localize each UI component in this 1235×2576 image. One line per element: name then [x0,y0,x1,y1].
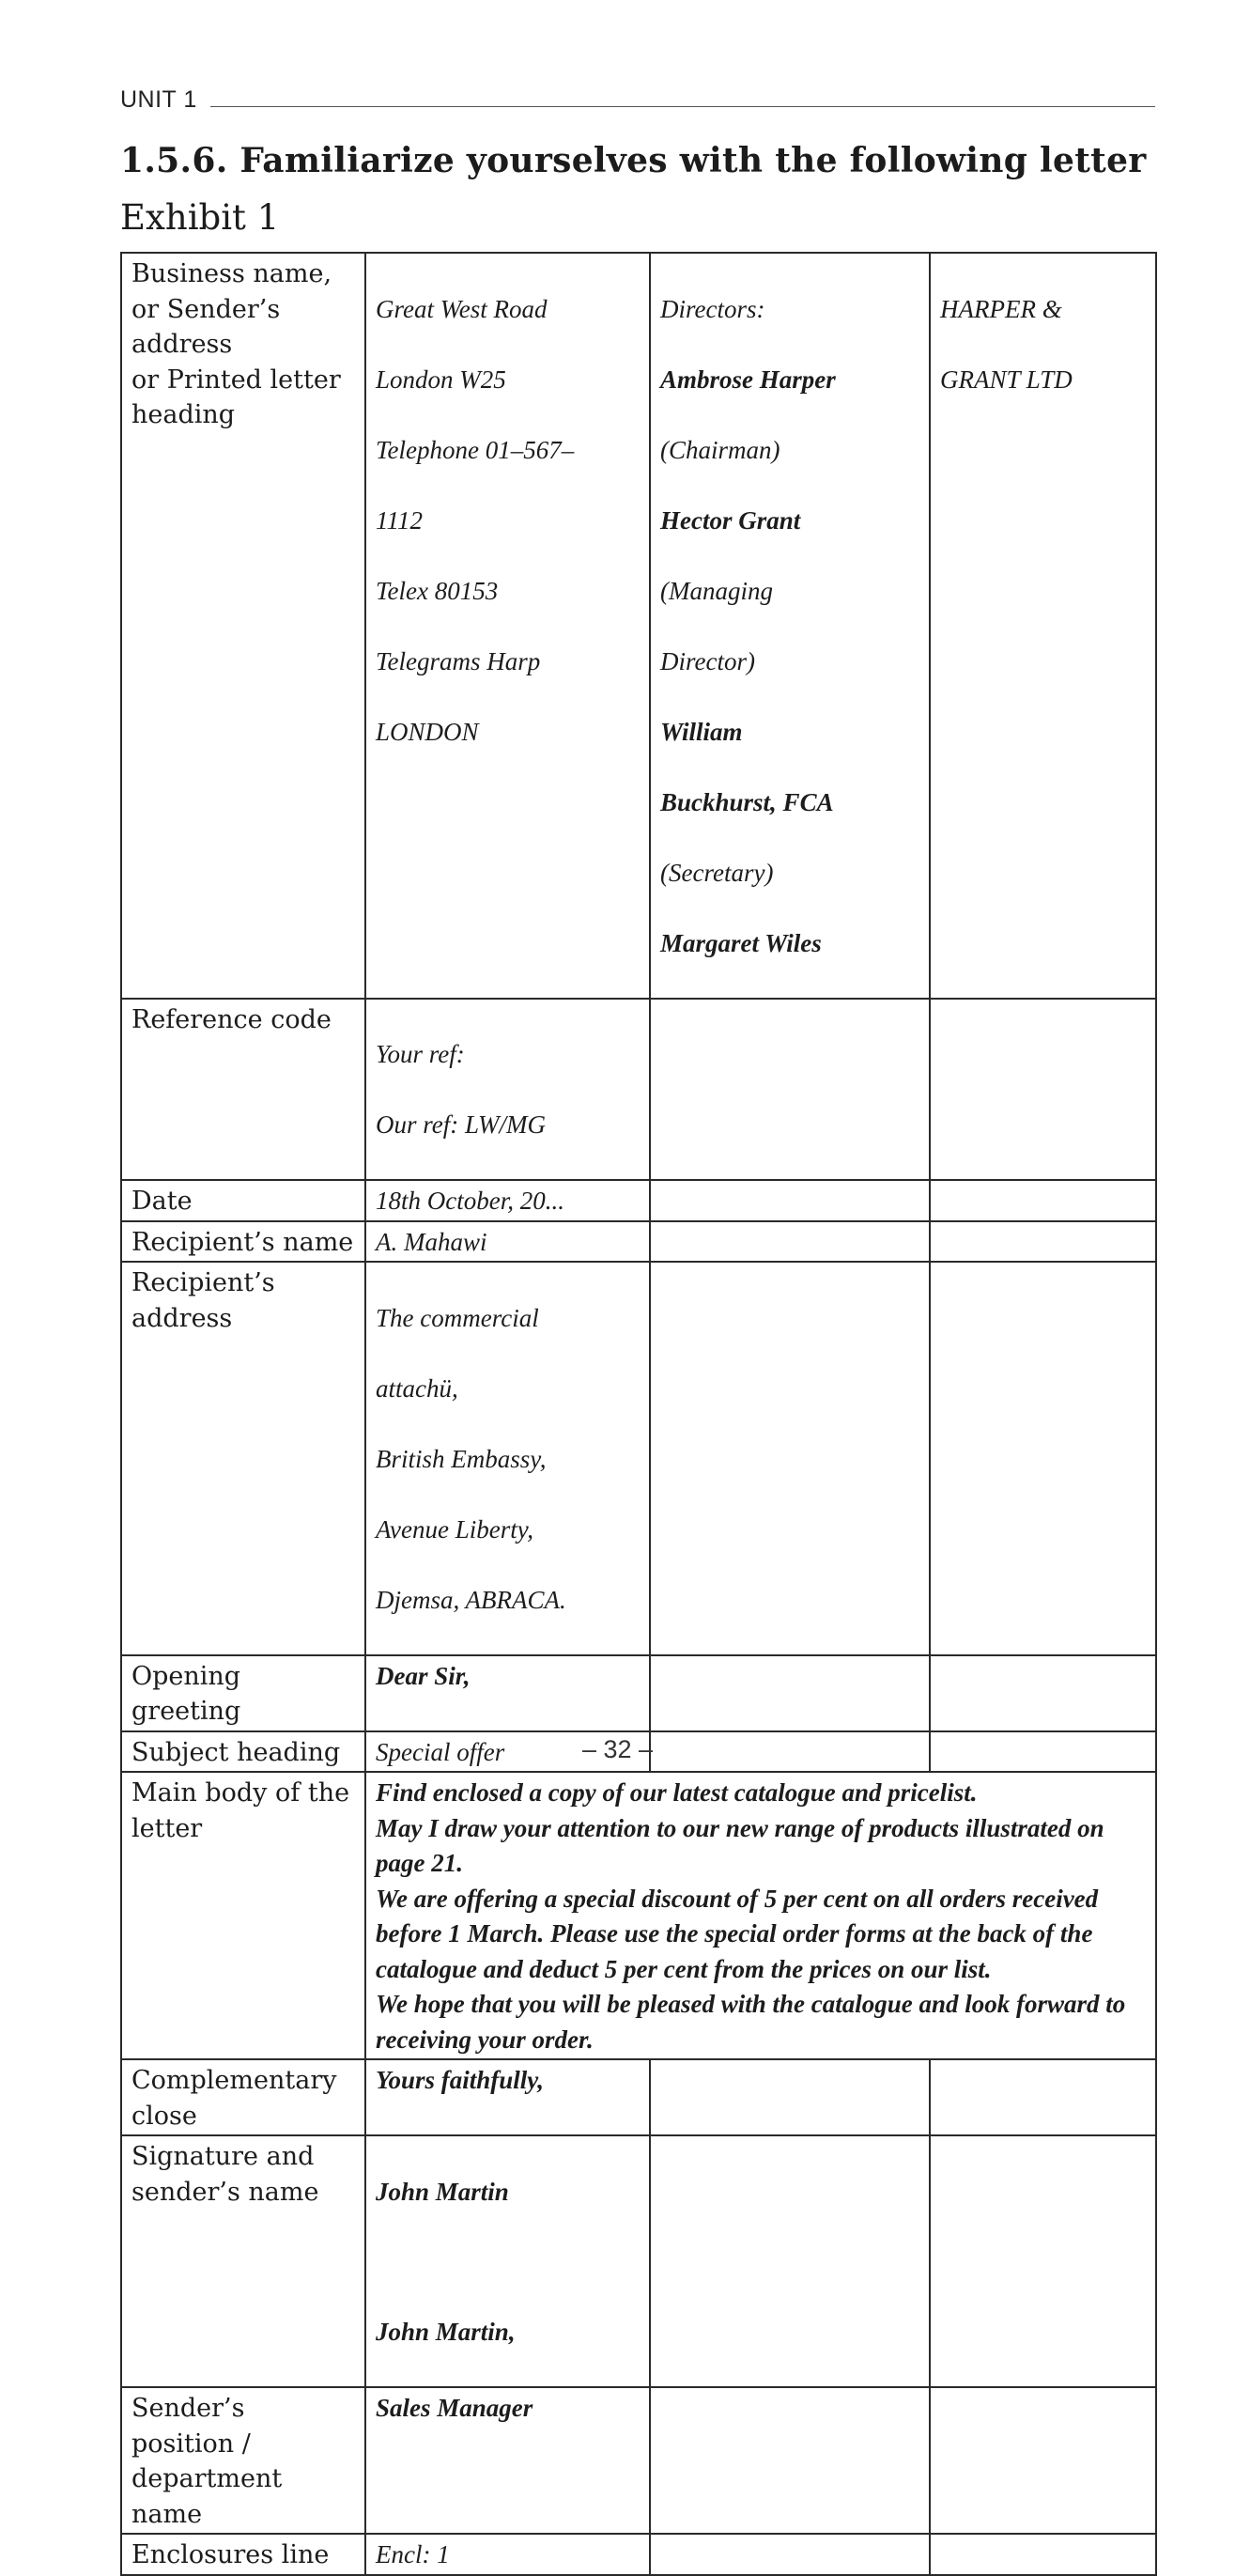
empty-cell [930,2059,1156,2135]
label-date: Date [121,1180,365,1221]
label-complementary-close: Complementary close [121,2059,365,2135]
row-reference [121,999,1156,1181]
subject-heading-value: Special offer [365,1731,650,1773]
label-subject-heading: Subject heading [121,1731,365,1773]
label-sender-position: Sender’s position / department name [121,2387,365,2534]
sender-name: John Martin, [376,2318,516,2346]
row-complementary-close [121,2059,1156,2135]
directors-list: Directors: Ambrose Harper (Chairman) Hector Grant (Managing Director) William Buckhurst, FCA (Secretary) Margaret Wiles [650,253,930,999]
row-signature [121,2135,1156,2387]
header-rule [210,106,1155,107]
label-reference-code: Reference code [121,999,365,1181]
recipient-name-value: A. Mahawi [365,1221,650,1263]
empty-cell [650,1221,930,1263]
row-recipient-name [121,1221,1156,1263]
empty-cell [650,1655,930,1731]
empty-cell [650,2059,930,2135]
main-body-text [365,1772,1156,2059]
empty-cell [650,2534,930,2575]
empty-cell [930,1655,1156,1731]
page-number: – 32 – [581,1735,654,1763]
complementary-close-value: Yours faithfully, [365,2059,650,2135]
empty-cell [650,1262,930,1655]
reference-value: Your ref: Our ref: LW/MG [365,999,650,1181]
empty-cell [930,1262,1156,1655]
recipient-address-value: The commercial attachü, British Embassy, Avenue Liberty, Djemsa, ABRACA. [365,1262,650,1655]
label-letter-heading: Business name, or Sender’s address or Printed letter heading [121,253,365,999]
empty-cell [650,1180,930,1221]
row-main-body [121,1772,1156,2059]
empty-cell [650,2387,930,2534]
date-value: 18th October, 20... [365,1180,650,1221]
unit-label: UNIT 1 [120,86,197,113]
empty-cell [650,999,930,1181]
empty-cell [930,999,1156,1181]
unit-header [120,86,1155,120]
label-main-body: Main body of the letter [121,1772,365,2059]
row-enclosures [121,2534,1156,2575]
empty-cell [930,1221,1156,1263]
label-recipient-name: Recipient’s name [121,1221,365,1263]
body-paragraph: We hope that you will be pleased with the catalogue and look forward to receiving your order. [376,1990,1126,2054]
letter-structure-table [120,252,1157,2576]
empty-cell [930,1180,1156,1221]
sender-address: Great West Road London W25 Telephone 01–567– 1112 Telex 80153 Telegrams Harp LONDON [365,253,650,999]
empty-cell [930,2387,1156,2534]
row-letter-heading [121,253,1156,999]
body-paragraph: Find enclosed a copy of our latest catalogue and pricelist. [376,1778,978,1807]
body-paragraph: May I draw your attention to our new range of products illustrated on page 21. [376,1813,1104,1877]
row-opening-greeting [121,1655,1156,1731]
label-recipient-address: Recipient’s address [121,1262,365,1655]
label-signature: Signature and sender’s name [121,2135,365,2387]
body-paragraph: We are offering a special discount of 5 per cent on all orders received before 1 March. Please use the special order forms at the back of the catalogue and deduct 5 per cent from the prices on our list. [376,1884,1099,1983]
enclosures-value: Encl: 1 [365,2534,650,2575]
opening-greeting-value: Dear Sir, [365,1655,650,1731]
sender-position-value: Sales Manager [365,2387,650,2534]
signature-value [365,2135,650,2387]
company-name: HARPER & GRANT LTD [930,253,1156,999]
empty-cell [930,2135,1156,2387]
label-opening-greeting: Opening greeting [121,1655,365,1731]
row-sender-position [121,2387,1156,2534]
empty-cell [930,2534,1156,2575]
row-date [121,1180,1156,1221]
section-title: 1.5.6. Familiarize yourselves with the following letter [120,141,1147,180]
row-recipient-address [121,1262,1156,1655]
empty-cell [650,2135,930,2387]
exhibit-title: Exhibit 1 [120,197,280,238]
label-enclosures: Enclosures line [121,2534,365,2575]
signature: John Martin [376,2177,509,2206]
